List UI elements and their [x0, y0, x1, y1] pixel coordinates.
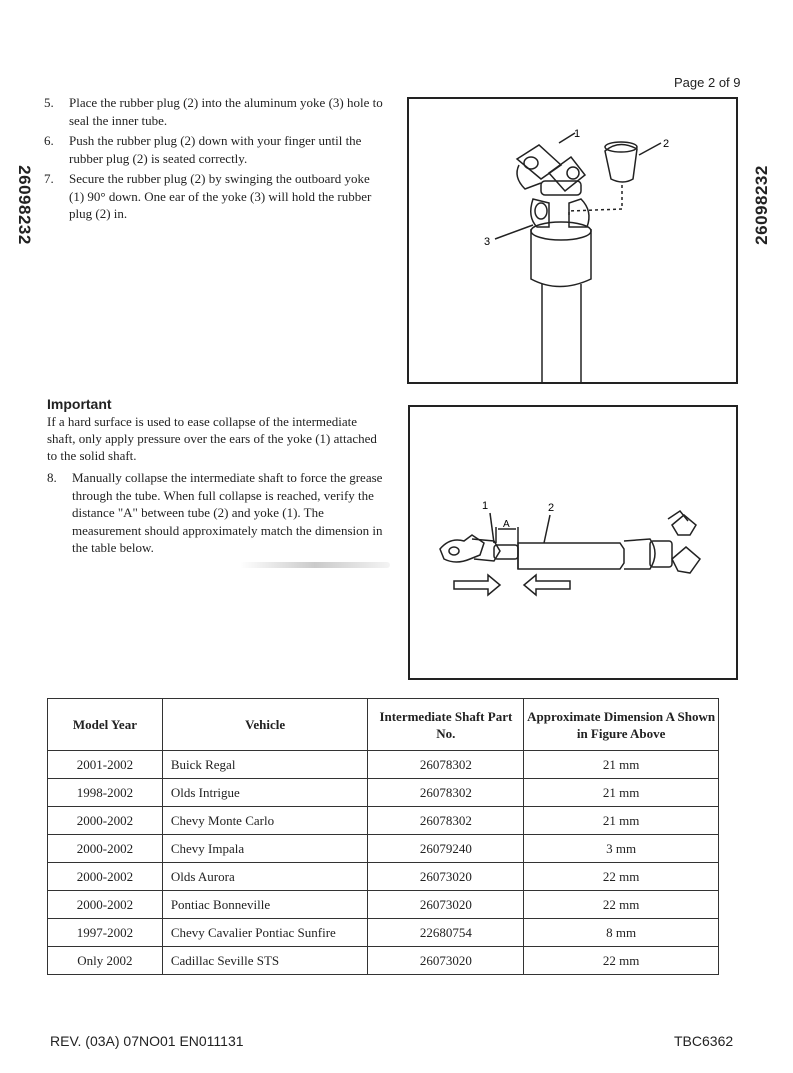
table-row — [48, 947, 719, 975]
header-vehicle: Vehicle — [162, 699, 368, 751]
instruction-steps-top — [44, 94, 384, 226]
cell-part-no: 26073020 — [368, 891, 524, 919]
table-row — [48, 751, 719, 779]
cell-part-no: 26078302 — [368, 779, 524, 807]
header-part-no: Intermediate Shaft Part No. — [368, 699, 524, 751]
scan-smudge — [240, 562, 390, 568]
step-text: Place the rubber plug (2) into the aluminum yoke (3) hole to seal the inner tube. — [69, 95, 383, 128]
cell-model-year: 1997-2002 — [48, 919, 163, 947]
step-text: Push the rubber plug (2) down with your finger until the rubber plug (2) is seated correctly. — [69, 133, 362, 166]
step-number: 8. — [47, 470, 57, 485]
table-row — [48, 779, 719, 807]
header-dimension: Approximate Dimension A Shown in Figure Above — [524, 699, 719, 751]
step-number: 7. — [44, 171, 54, 186]
step-8 — [47, 469, 387, 557]
cell-dimension: 21 mm — [524, 807, 719, 835]
table-row — [48, 835, 719, 863]
step-text: Manually collapse the intermediate shaft to force the grease through the tube. When full collapse is reached, verify the distance "A" between tube (2) and yoke (1). The measurement should approximately match the dimension in the table below. — [72, 470, 383, 555]
collapsed-shaft-illustration — [410, 407, 736, 678]
cell-vehicle: Buick Regal — [162, 751, 368, 779]
step-5 — [44, 94, 384, 129]
callout-3: 3 — [484, 236, 491, 248]
step-number: 5. — [44, 95, 54, 110]
cell-vehicle: Chevy Impala — [162, 835, 368, 863]
cell-vehicle: Chevy Monte Carlo — [162, 807, 368, 835]
cell-dimension: 22 mm — [524, 863, 719, 891]
table-header-row — [48, 699, 719, 751]
cell-vehicle: Olds Intrigue — [162, 779, 368, 807]
cell-dimension: 8 mm — [524, 919, 719, 947]
cell-model-year: Only 2002 — [48, 947, 163, 975]
important-note: If a hard surface is used to ease collapse of the intermediate shaft, only apply pressure over the ears of the yoke (1) attached to the solid shaft. — [47, 414, 377, 463]
table-row — [48, 807, 719, 835]
cell-vehicle: Cadillac Seville STS — [162, 947, 368, 975]
cell-model-year: 2000-2002 — [48, 807, 163, 835]
cell-part-no: 26073020 — [368, 947, 524, 975]
cell-model-year: 2000-2002 — [48, 891, 163, 919]
header-model-year: Model Year — [48, 699, 163, 751]
cell-part-no: 26078302 — [368, 807, 524, 835]
figure-yoke-rubber-plug — [407, 97, 738, 384]
page-number: Page 2 of 9 — [674, 75, 741, 90]
footer-code: TBC6362 — [674, 1033, 734, 1049]
callout-2: 2 — [548, 502, 555, 514]
dimension-table — [47, 698, 719, 975]
table-row — [48, 919, 719, 947]
step-7 — [44, 170, 384, 223]
cell-dimension: 21 mm — [524, 751, 719, 779]
cell-part-no: 26073020 — [368, 863, 524, 891]
cell-model-year: 2000-2002 — [48, 835, 163, 863]
cell-vehicle: Olds Aurora — [162, 863, 368, 891]
cell-vehicle: Chevy Cavalier Pontiac Sunfire — [162, 919, 368, 947]
callout-2: 2 — [663, 138, 670, 150]
yoke-plug-illustration — [409, 99, 736, 382]
cell-vehicle: Pontiac Bonneville — [162, 891, 368, 919]
cell-part-no: 22680754 — [368, 919, 524, 947]
table-row — [48, 863, 719, 891]
cell-part-no: 26079240 — [368, 835, 524, 863]
cell-dimension: 22 mm — [524, 891, 719, 919]
step-text: Secure the rubber plug (2) by swinging the outboard yoke (1) 90° down. One ear of the yoke (3) will hold the rubber plug (2) in. — [69, 171, 372, 221]
cell-dimension: 3 mm — [524, 835, 719, 863]
document-code-right: 26098232 — [752, 165, 771, 245]
cell-model-year: 2001-2002 — [48, 751, 163, 779]
cell-dimension: 21 mm — [524, 779, 719, 807]
dimension-a-label: A — [503, 519, 510, 530]
figure-collapsed-shaft — [408, 405, 738, 680]
important-heading: Important — [47, 396, 112, 412]
cell-model-year: 1998-2002 — [48, 779, 163, 807]
document-code-left: 26098232 — [15, 165, 34, 245]
cell-part-no: 26078302 — [368, 751, 524, 779]
step-number: 6. — [44, 133, 54, 148]
table-row — [48, 891, 719, 919]
cell-dimension: 22 mm — [524, 947, 719, 975]
cell-model-year: 2000-2002 — [48, 863, 163, 891]
callout-1: 1 — [574, 128, 581, 140]
step-6 — [44, 132, 384, 167]
callout-1: 1 — [482, 500, 489, 512]
footer-revision: REV. (03A) 07NO01 EN011131 — [50, 1033, 244, 1049]
